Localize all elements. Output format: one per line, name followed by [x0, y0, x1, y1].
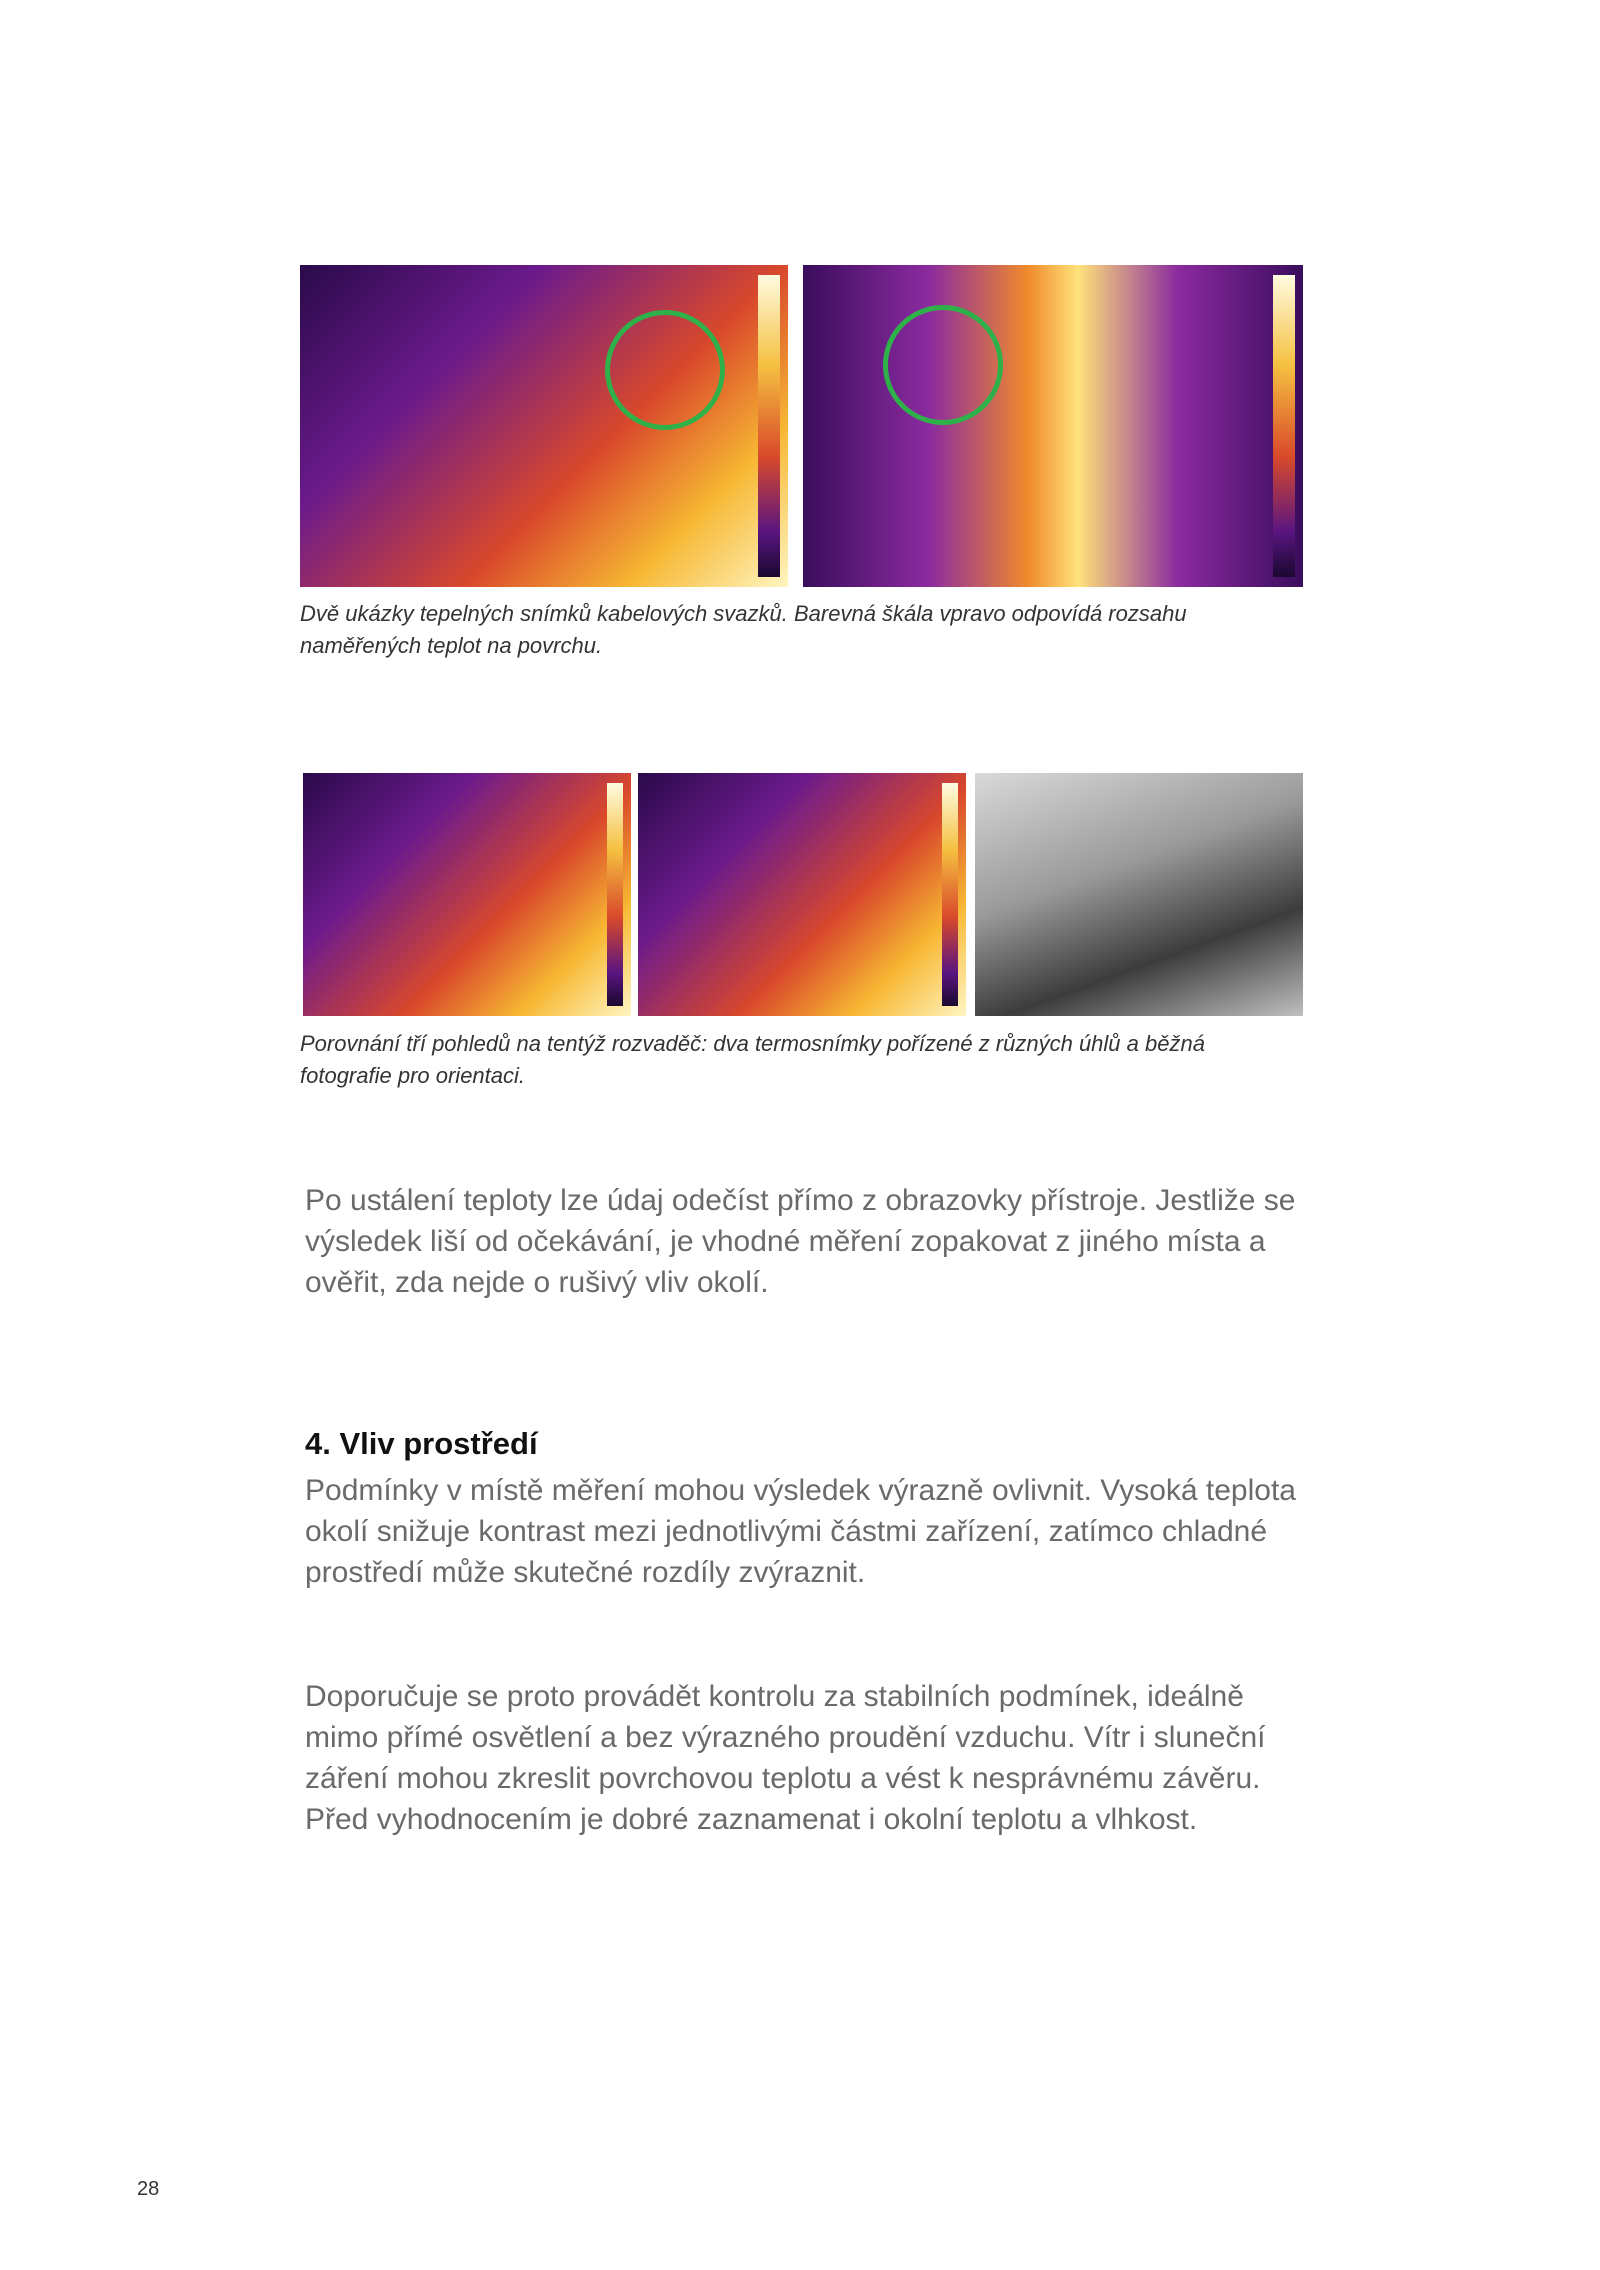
figure-caption-top: Dvě ukázky tepelných snímků kabelových svazků. Barevná škála vpravo odpovídá rozsahu naměřených teplot na povrchu.	[300, 601, 1187, 658]
thermal-image-angle-2	[638, 773, 966, 1016]
temperature-scale	[607, 783, 623, 1006]
thermal-image-cables	[300, 265, 788, 587]
section-heading: 4. Vliv prostředí	[305, 1426, 538, 1461]
figure-caption-bottom: Porovnání tří pohledů na tentýž rozvaděč: dva termosnímky pořízené z různých úhlů a běžná fotografie pro orientaci.	[300, 1031, 1205, 1088]
body-paragraph-2: Doporučuje se proto provádět kontrolu za stabilních podmínek, ideálně mimo přímé osvětlení a bez výrazného proudění vzduchu. Vítr i sluneční záření mohou zkreslit povrchovou teplotu a vést k nesprávnému závěru. Před vyhodnocením je dobré zaznamenat i okolní teplotu a vlhkost.	[305, 1680, 1266, 1836]
body-paragraph-1: Podmínky v místě měření mohou výsledek výrazně ovlivnit. Vysoká teplota okolí snižuje kontrast mezi jednotlivými částmi zařízení, zatímco chladné prostředí může skutečné rozdíly zvýraznit.	[305, 1474, 1296, 1589]
thermal-image-angle-1	[303, 773, 631, 1016]
thermal-image-busbars	[803, 265, 1303, 587]
reference-photo	[975, 773, 1303, 1016]
highlight-circle	[883, 305, 1003, 425]
body-paragraph-intro: Po ustálení teploty lze údaj odečíst přímo z obrazovky přístroje. Jestliže se výsledek liší od očekávání, je vhodné měření zopakovat z jiného místa a ověřit, zda nejde o rušivý vliv okolí.	[305, 1184, 1296, 1299]
highlight-circle	[605, 310, 725, 430]
temperature-scale	[942, 783, 958, 1006]
temperature-scale	[1273, 275, 1295, 577]
page-number: 28	[137, 2178, 160, 2200]
temperature-scale	[758, 275, 780, 577]
